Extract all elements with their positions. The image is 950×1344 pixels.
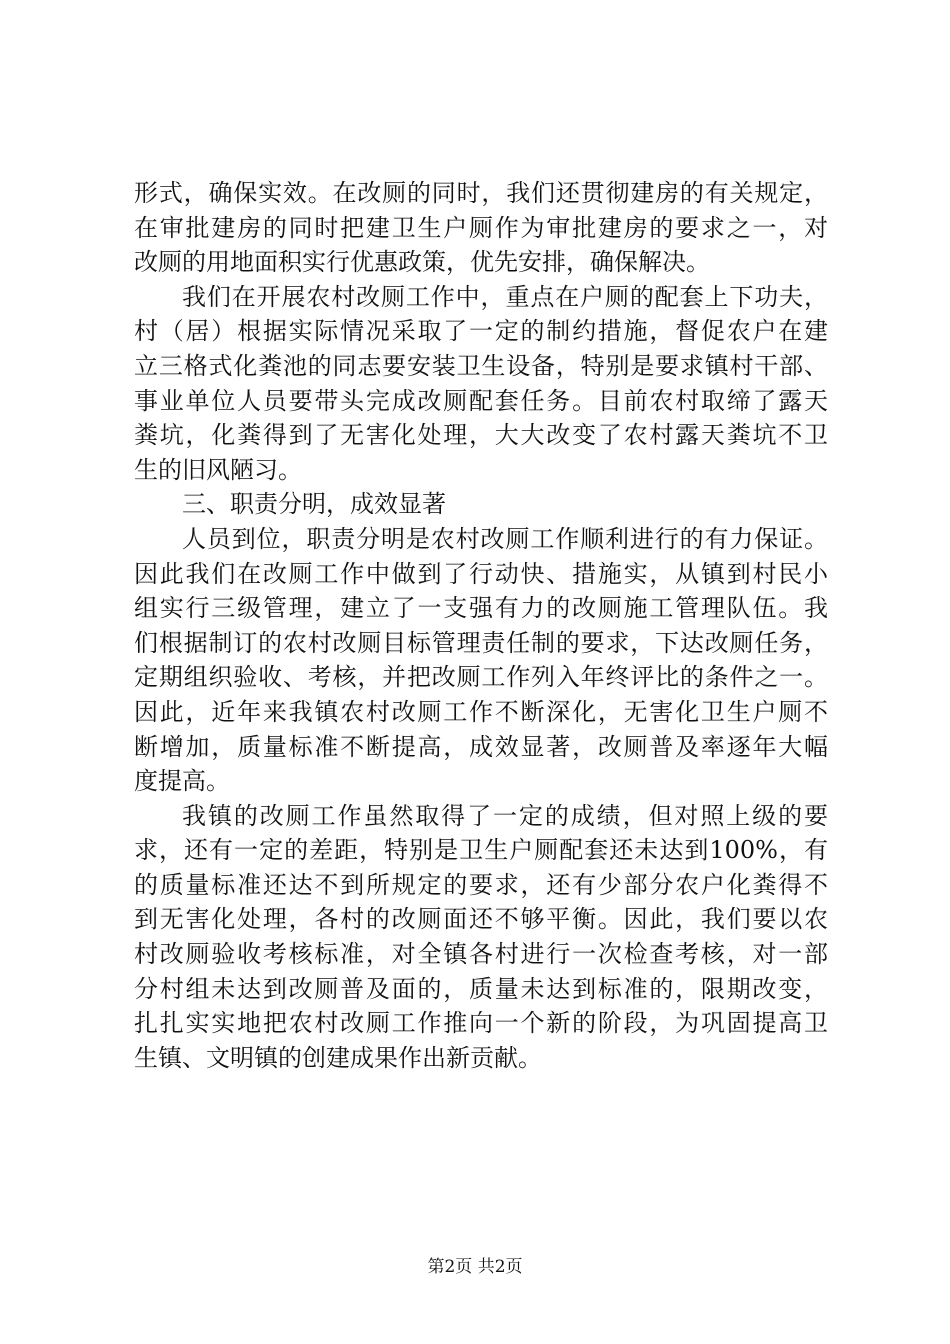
text-line: 求，还有一定的差距，特别是卫生户厕配套还未达到100%，有: [134, 836, 828, 865]
text-line: 村改厕验收考核标准，对全镇各村进行一次检查考核，对一部: [134, 940, 828, 969]
text-line: 生镇、文明镇的创建成果作出新贡献。: [134, 1043, 542, 1072]
text-line: 断增加，质量标准不断提高，成效显著，改厕普及率逐年大幅: [134, 732, 828, 761]
text-line: 到无害化处理，各村的改厕面还不够平衡。因此，我们要以农: [134, 905, 828, 934]
text-line: 在审批建房的同时把建卫生户厕作为审批建房的要求之一，对: [134, 213, 828, 242]
paragraph-start-line: 我们在开展农村改厕工作中，重点在户厕的配套上下功夫，: [182, 282, 828, 311]
page-number-footer: 第2页 共2页: [427, 1257, 523, 1277]
text-line: 们根据制订的农村改厕目标管理责任制的要求，下达改厕任务，: [134, 628, 828, 657]
paragraph-start-line: 我镇的改厕工作虽然取得了一定的成绩，但对照上级的要: [182, 801, 828, 830]
text-line: 的质量标准还达不到所规定的要求，还有少部分农户化粪得不: [134, 870, 828, 899]
text-line: 因此我们在改厕工作中做到了行动快、措施实，从镇到村民小: [134, 559, 828, 588]
text-line: 粪坑，化粪得到了无害化处理，大大改变了农村露天粪坑不卫: [134, 421, 828, 450]
paragraph-start-line: 人员到位，职责分明是农村改厕工作顺利进行的有力保证。: [182, 524, 828, 553]
text-line: 改厕的用地面积实行优惠政策，优先安排，确保解决。: [134, 248, 710, 277]
text-line: 立三格式化粪池的同志要安装卫生设备，特别是要求镇村干部、: [134, 351, 828, 380]
document-body: [134, 176, 828, 1075]
text-line: 扎扎实实地把农村改厕工作推向一个新的阶段，为巩固提高卫: [134, 1009, 828, 1038]
text-line: 事业单位人员要带头完成改厕配套任务。目前农村取缔了露天: [134, 386, 828, 415]
text-line: 分村组未达到改厕普及面的，质量未达到标准的，限期改变，: [134, 974, 828, 1003]
text-line: 定期组织验收、考核，并把改厕工作列入年终评比的条件之一。: [134, 663, 828, 692]
text-line: 形式，确保实效。在改厕的同时，我们还贯彻建房的有关规定，: [134, 179, 828, 207]
text-line: 因此，近年来我镇农村改厕工作不断深化，无害化卫生户厕不: [134, 697, 828, 726]
section-heading: 三、职责分明，成效显著: [182, 490, 446, 519]
text-line: 度提高。: [134, 767, 230, 796]
text-line: 生的旧风陋习。: [134, 455, 302, 484]
text-line: 村（居）根据实际情况采取了一定的制约措施，督促农户在建: [134, 317, 828, 346]
text-line: 组实行三级管理，建立了一支强有力的改厕施工管理队伍。我: [134, 594, 828, 623]
